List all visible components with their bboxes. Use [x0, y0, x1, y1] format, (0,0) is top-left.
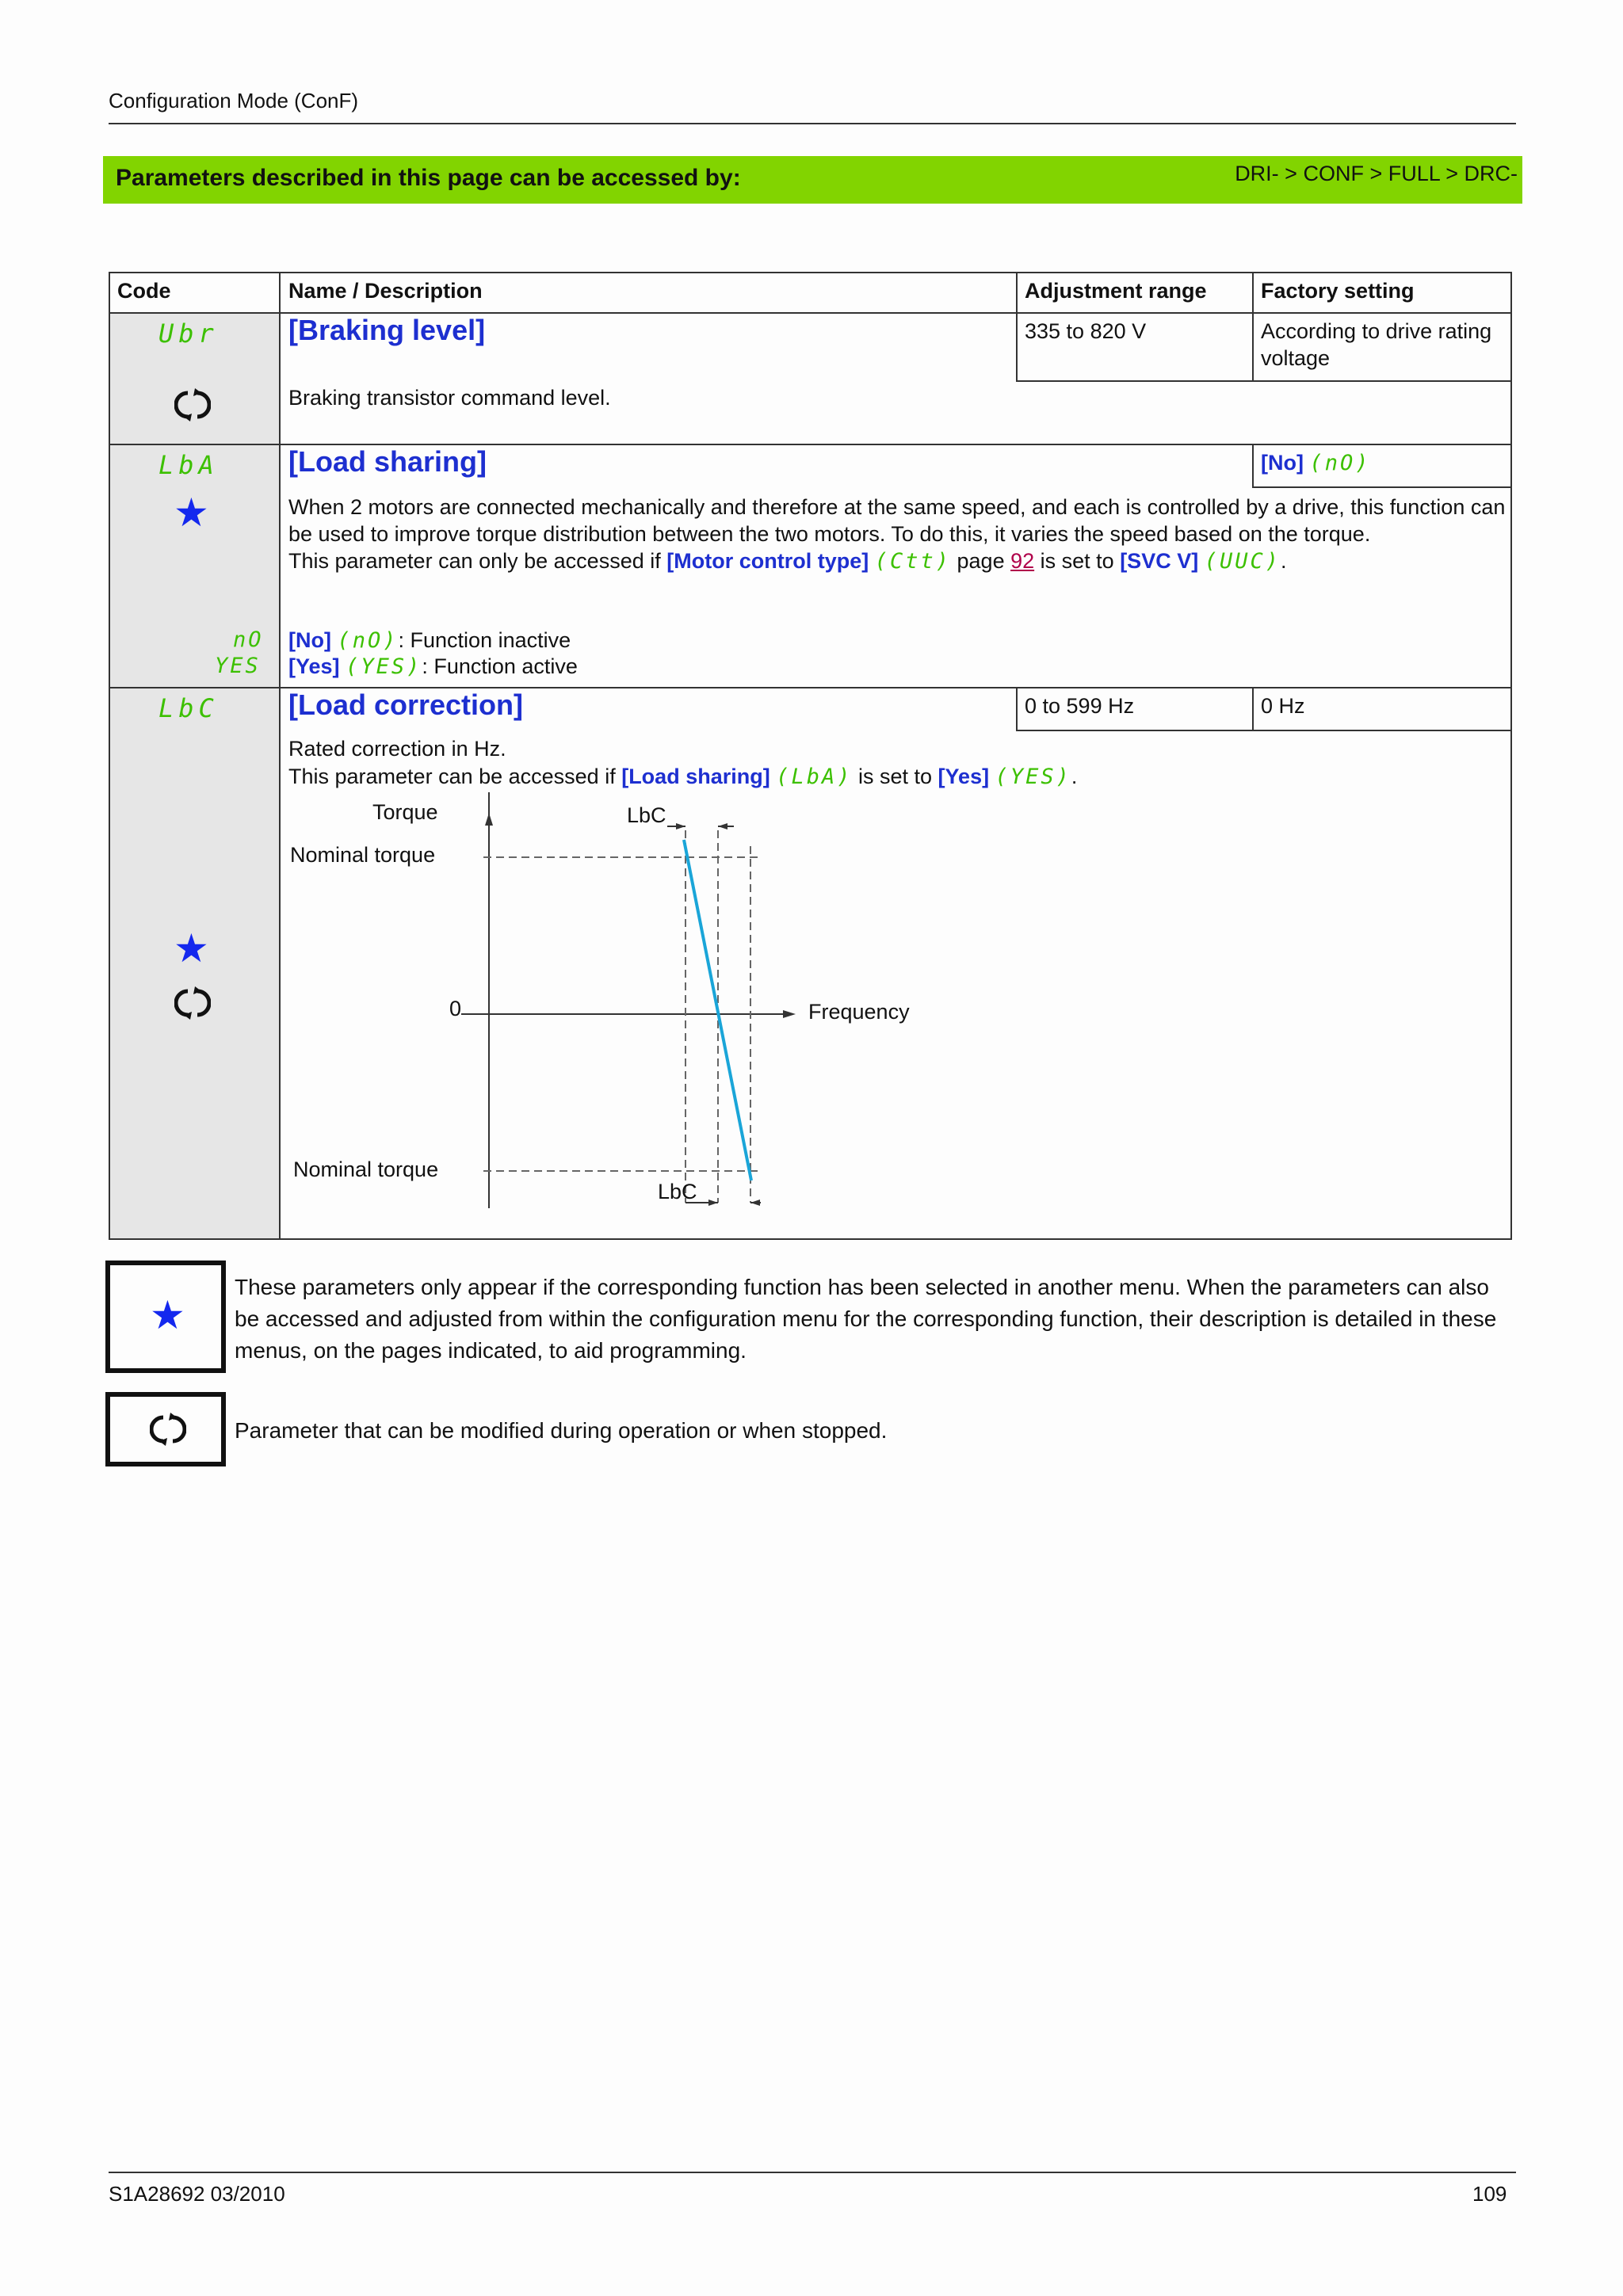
rotate-icon [174, 387, 211, 429]
footer-rule [109, 2172, 1516, 2173]
desc-lba-2: This parameter can only be accessed if [Motor control type] (Ctt) page 92 is set to [SVC V] (UUC). [288, 549, 1287, 574]
range-ubr: 335 to 820 V [1025, 319, 1147, 343]
code-lba: LbA [158, 450, 219, 480]
rotate-legend-text: Parameter that can be modified during operation or when stopped. [235, 1418, 888, 1443]
code-ubr: Ubr [158, 318, 219, 349]
option-yes: [Yes] (YES): Function active [288, 654, 578, 679]
banner-path: DRI- > CONF > FULL > DRC- [1235, 162, 1518, 185]
load-correction-diagram [285, 792, 999, 1220]
factory-lba: [No] (nO) [1261, 451, 1371, 475]
zero-label: 0 [449, 997, 462, 1020]
rotate-icon [150, 1411, 186, 1453]
col-header-code: Code [117, 279, 171, 303]
star-icon: ★ [174, 490, 209, 535]
lbc-bottom-label: LbC [658, 1180, 697, 1203]
rotate-legend-box [105, 1392, 226, 1466]
param-name-load-correction: [Load correction] [288, 688, 524, 721]
option-code-no: nO [233, 627, 264, 652]
col-header-factory: Factory setting [1261, 279, 1415, 303]
bottom-nominal-torque-label: Nominal torque [293, 1158, 439, 1181]
desc-ubr: Braking transistor command level. [288, 386, 611, 410]
option-no: [No] (nO): Function inactive [288, 628, 571, 653]
y-axis-label: Torque [372, 800, 438, 824]
param-name-load-sharing: [Load sharing] [288, 445, 487, 478]
header-rule [109, 123, 1516, 124]
col-header-name: Name / Description [288, 279, 483, 303]
param-name-braking-level: [Braking level] [288, 314, 486, 346]
desc-lbc-2: This parameter can be accessed if [Load sharing] (LbA) is set to [Yes] (YES). [288, 765, 1078, 789]
col-header-range: Adjustment range [1025, 279, 1207, 303]
star-legend-text: These parameters only appear if the corresponding function has been selected in another menu. When the parameters can also be accessed and adjusted from within the configuration menu for the corresponding function, their description is detailed in these menus, on the pages indicated, to aid programming. [235, 1275, 1497, 1363]
factory-ubr: According to drive rating voltage [1261, 319, 1492, 370]
footer-doc-ref: S1A28692 03/2010 [109, 2182, 285, 2206]
lbc-top-label: LbC [627, 803, 666, 827]
page-number: 109 [1472, 2182, 1507, 2206]
desc-lbc-1: Rated correction in Hz. [288, 737, 506, 761]
range-lbc: 0 to 599 Hz [1025, 694, 1135, 718]
section-title: Configuration Mode (ConF) [109, 89, 359, 113]
option-code-yes: YES [215, 654, 261, 678]
access-banner [103, 156, 1522, 204]
rotate-icon [174, 985, 211, 1027]
star-legend-box [105, 1261, 226, 1373]
x-axis-label: Frequency [808, 1000, 910, 1024]
factory-lbc: 0 Hz [1261, 694, 1305, 718]
top-nominal-torque-label: Nominal torque [290, 843, 436, 867]
star-icon: ★ [174, 926, 209, 971]
desc-lba-1: When 2 motors are connected mechanically and therefore at the same speed, and each is controlled by a drive, this function can be used to improve torque distribution between the two motors. To do this, it varies the speed based on the torque. [288, 495, 1506, 546]
code-lbc: LbC [158, 693, 219, 723]
star-icon: ★ [150, 1293, 185, 1337]
page-link[interactable]: 92 [1010, 549, 1035, 573]
banner-text: Parameters described in this page can be accessed by: [116, 165, 741, 191]
